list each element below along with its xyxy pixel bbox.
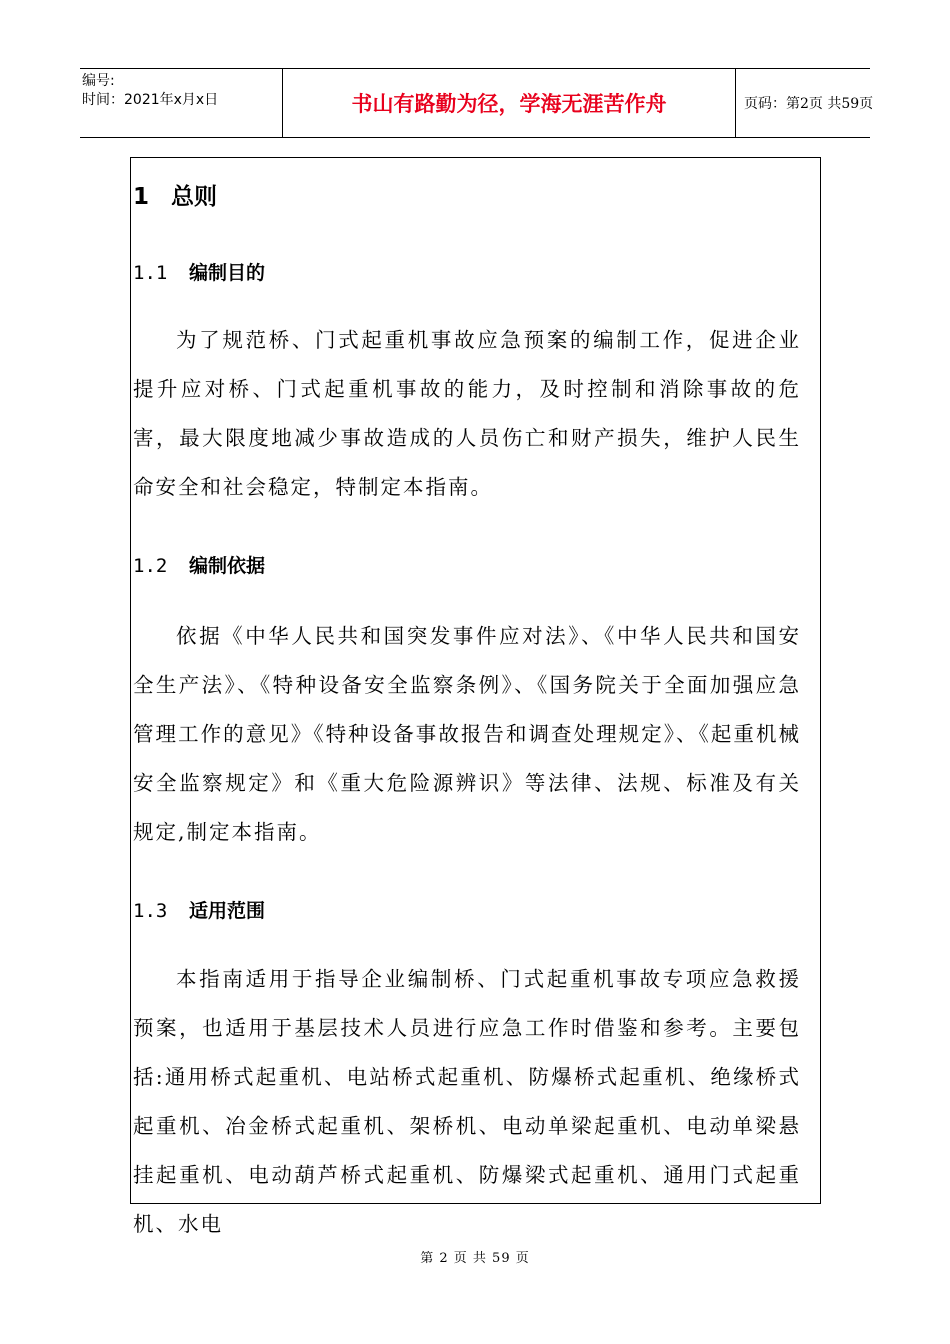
subsection-title: 编制依据 [189, 555, 266, 577]
section-title: 总则 [171, 184, 217, 210]
header-meta [80, 69, 282, 137]
document-number-label: 编号: [82, 73, 115, 89]
header-motto-cell [282, 69, 736, 137]
subsection-number: 1.2 [133, 555, 168, 577]
header-motto: 书山有路勤为径，学海无涯苦作舟 [351, 92, 667, 116]
subsection-title: 编制目的 [189, 262, 266, 284]
subsection-number: 1.3 [133, 900, 168, 922]
subsection-heading-1-3 [133, 896, 265, 923]
content-frame [130, 157, 821, 1236]
page-footer: 第 2 页 共 59 页 [420, 1251, 530, 1266]
document-time-label: 时间：2021年x月x日 [82, 92, 219, 108]
subsection-number: 1.1 [133, 262, 168, 284]
page-header [80, 68, 874, 138]
section-number: 1 [133, 184, 150, 210]
section-heading [133, 178, 217, 211]
subsection-title: 适用范围 [189, 900, 266, 922]
subsection-paragraph-1-1: 为了规范桥、门式起重机事故应急预案的编制工作，促进企业提升应对桥、门式起重机事故的能力，及时控制和消除事故的危害，最大限度地减少事故造成的人员伤亡和财产损失，维护人民生命安全和社会稳定，特制定本指南。 [133, 328, 801, 499]
subsection-paragraph-1-3: 本指南适用于指导企业编制桥、门式起重机事故专项应急救援预案，也适用于基层技术人员进行应急工作时借鉴和参考。主要包括:通用桥式起重机、电站桥式起重机、防爆桥式起重机、绝缘桥式起重机、冶金桥式起重机、架桥机、电动单梁起重机、电动单梁悬挂起重机、电动葫芦桥式起重机、防爆梁式起重机、通用门式起重机、水电 [133, 967, 801, 1236]
header-page-info: 页码：第2页 共59页 [744, 96, 874, 112]
subsection-heading-1-1 [133, 258, 265, 285]
subsection-heading-1-2 [133, 551, 265, 578]
subsection-paragraph-1-2: 依据《中华人民共和国突发事件应对法》、《中华人民共和国安全生产法》、《特种设备安全监察条例》、《国务院关于全面加强应急管理工作的意见》《特种设备事故报告和调查处理规定》、《起重机械安全监察规定》和《重大危险源辨识》等法律、法规、标准及有关规定,制定本指南。 [133, 624, 801, 844]
